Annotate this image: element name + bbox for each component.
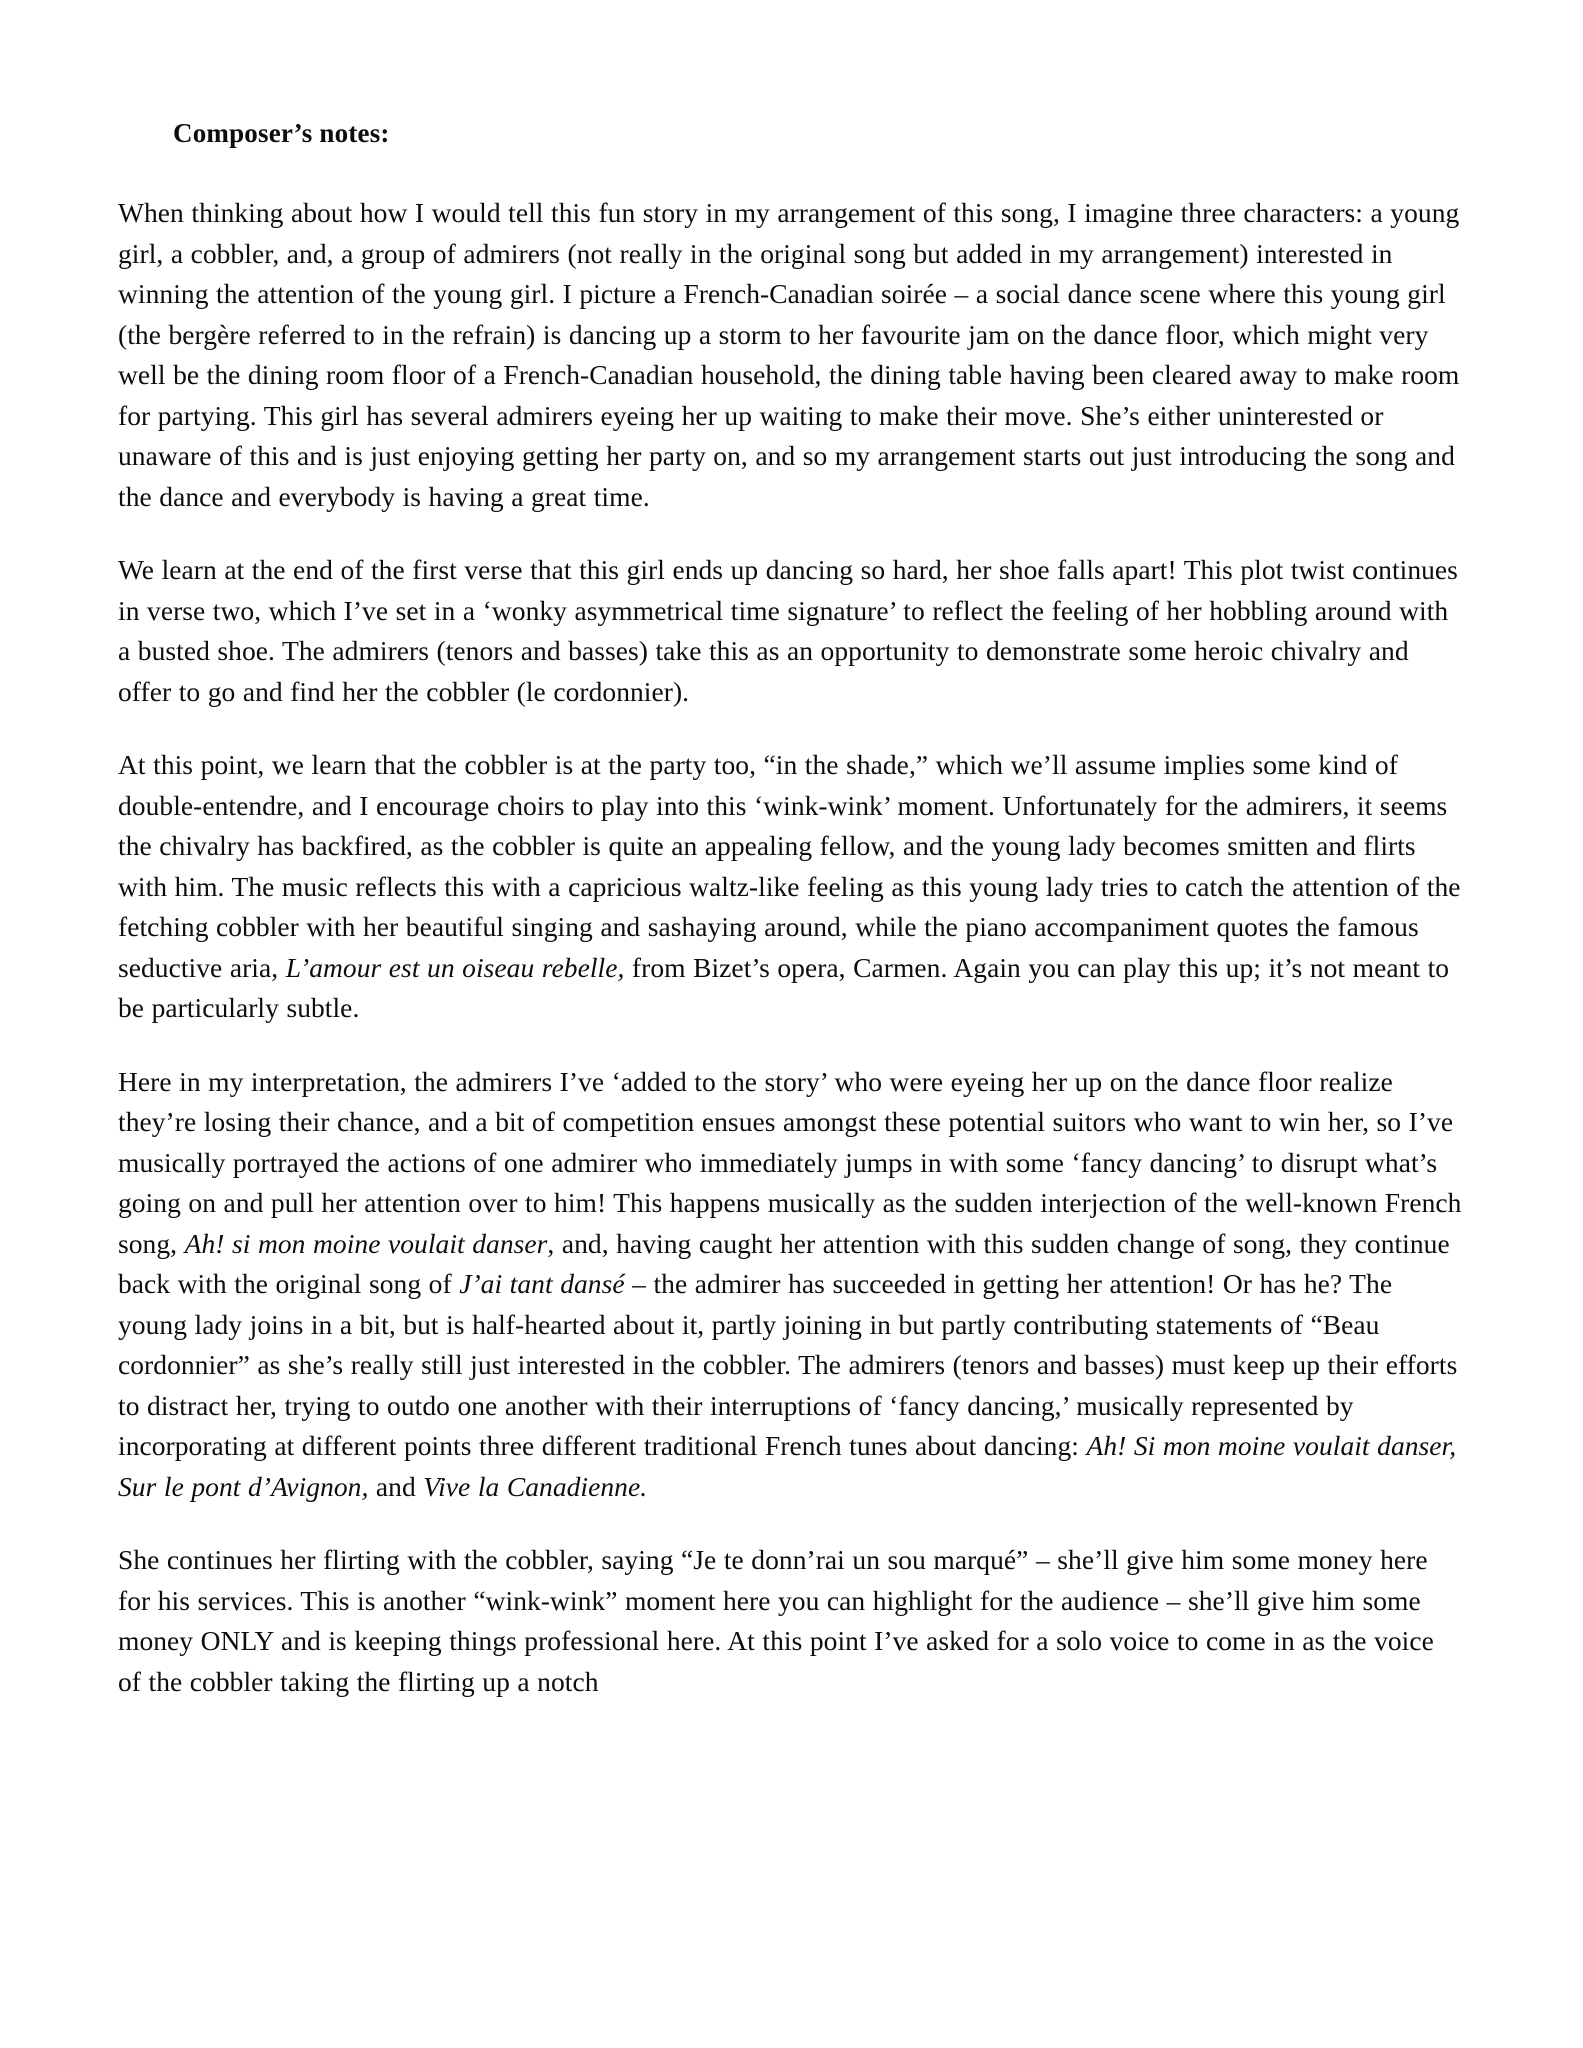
paragraph-3-text-part2: from Bizet’s opera, Carmen. Again you can play this up; it’s not meant to be particularly subtle. (118, 951, 1450, 1023)
paragraph-1: When thinking about how I would tell this fun story in my arrangement of this song, I imagine three characters: a young girl, a cobbler, and, a group of admirers (not really in the original song but added in my arrangement) interested in winning the attention of the young girl. I picture a French-Canadian soirée – a social dance scene where this young girl (the bergère referred to in the refrain) is dancing up a storm to her favourite jam on the dance floor, which might very well be the dining room floor of a French-Canadian household, the dining table having been cleared away to make room for partying. This girl has several admirers eyeing her up waiting to make their move. She’s either uninterested or unaware of this and is just enjoying getting her party on, and so my arrangement starts out just introducing the song and the dance and everybody is having a great time. (118, 197, 1460, 512)
paragraph-3-text-part1: At this point, we learn that the cobbler is at the party too, “in the shade,” which we’ll assume implies some kind of double-entendre, and I encourage choirs to play into this ‘wink-wink’ moment. Unfortunately for the admirers, it seems the chivalry has backfired, as the cobbler is quite an appealing fellow, and the young lady becomes smitten and flirts with him. The music reflects this with a capricious waltz-like feeling as this young lady tries to catch the attention of the fetching cobbler with her beautiful singing and sashaying around, while the piano accompaniment quotes the famous seductive aria, (118, 749, 1461, 983)
paragraph-4-title-vive-la-canadienne: Vive la Canadienne. (423, 1470, 648, 1502)
document-body (118, 193, 1463, 1702)
paragraph-4-text-part2: , and, having caught her attention with this sudden change of song, they continue back with the original song of (118, 1227, 1450, 1299)
paragraph-5: She continues her flirting with the cobbler, saying “Je te donn’rai un sou marqué” – she’ll give him some money here for his services. This is another “wink-wink” moment here you can highlight for the audience – she’ll give him some money ONLY and is keeping things professional here. At this point I’ve asked for a solo voice to come in as the voice of the cobbler taking the flirting up a notch (118, 1544, 1434, 1697)
paragraph-4-text-part1: Here in my interpretation, the admirers I’ve ‘added to the story’ who were eyeing her up on the dance floor realize they’re losing their chance, and a bit of competition ensues amongst these potential suitors who want to win her, so I’ve musically portrayed the actions of one admirer who immediately jumps in with some ‘fancy dancing’ to disrupt what’s going on and pull her attention over to him! This happens musically as the sudden interjection of the well-known French song, (118, 1065, 1462, 1259)
paragraph-4-text-part4: and (368, 1470, 424, 1502)
paragraph-4-title-jai-tant-danse: J’ai tant dansé (459, 1268, 625, 1299)
paragraph-4 (118, 1062, 1463, 1508)
paragraph-3 (118, 745, 1463, 1029)
paragraph-4-title-ah-si-mon-moine: Ah! si mon moine voulait danser (184, 1227, 548, 1259)
paragraph-2: We learn at the end of the first verse that this girl ends up dancing so hard, her shoe falls apart! This plot twist continues in verse two, which I’ve set in a ‘wonky asymmetrical time signature’ to reflect the feeling of her hobbling around with a busted shoe. The admirers (tenors and basses) take this as an opportunity to demonstrate some heroic chivalry and offer to go and find her the cobbler (le cordonnier). (118, 554, 1458, 707)
paragraph-4-text-part3: – the admirer has succeeded in getting her attention! Or has he? The young lady joins in a bit, but is half-hearted about it, partly joining in but partly contributing statements of “Beau cordonnier” as she’s really still just interested in the cobbler. The admirers (tenors and basses) must keep up their efforts to distract her, trying to outdo one another with their interruptions of ‘fancy dancing,’ musically represented by incorporating at different points three different traditional French tunes about dancing: (118, 1268, 1458, 1461)
page-title: Composer’s notes: (173, 118, 390, 148)
paragraph-3-title-lamour: L’amour est un oiseau rebelle, (285, 951, 625, 983)
paragraph-4-titles-french-tunes: Ah! Si mon moine voulait danser, Sur le pont d’Avignon, (118, 1430, 1457, 1502)
